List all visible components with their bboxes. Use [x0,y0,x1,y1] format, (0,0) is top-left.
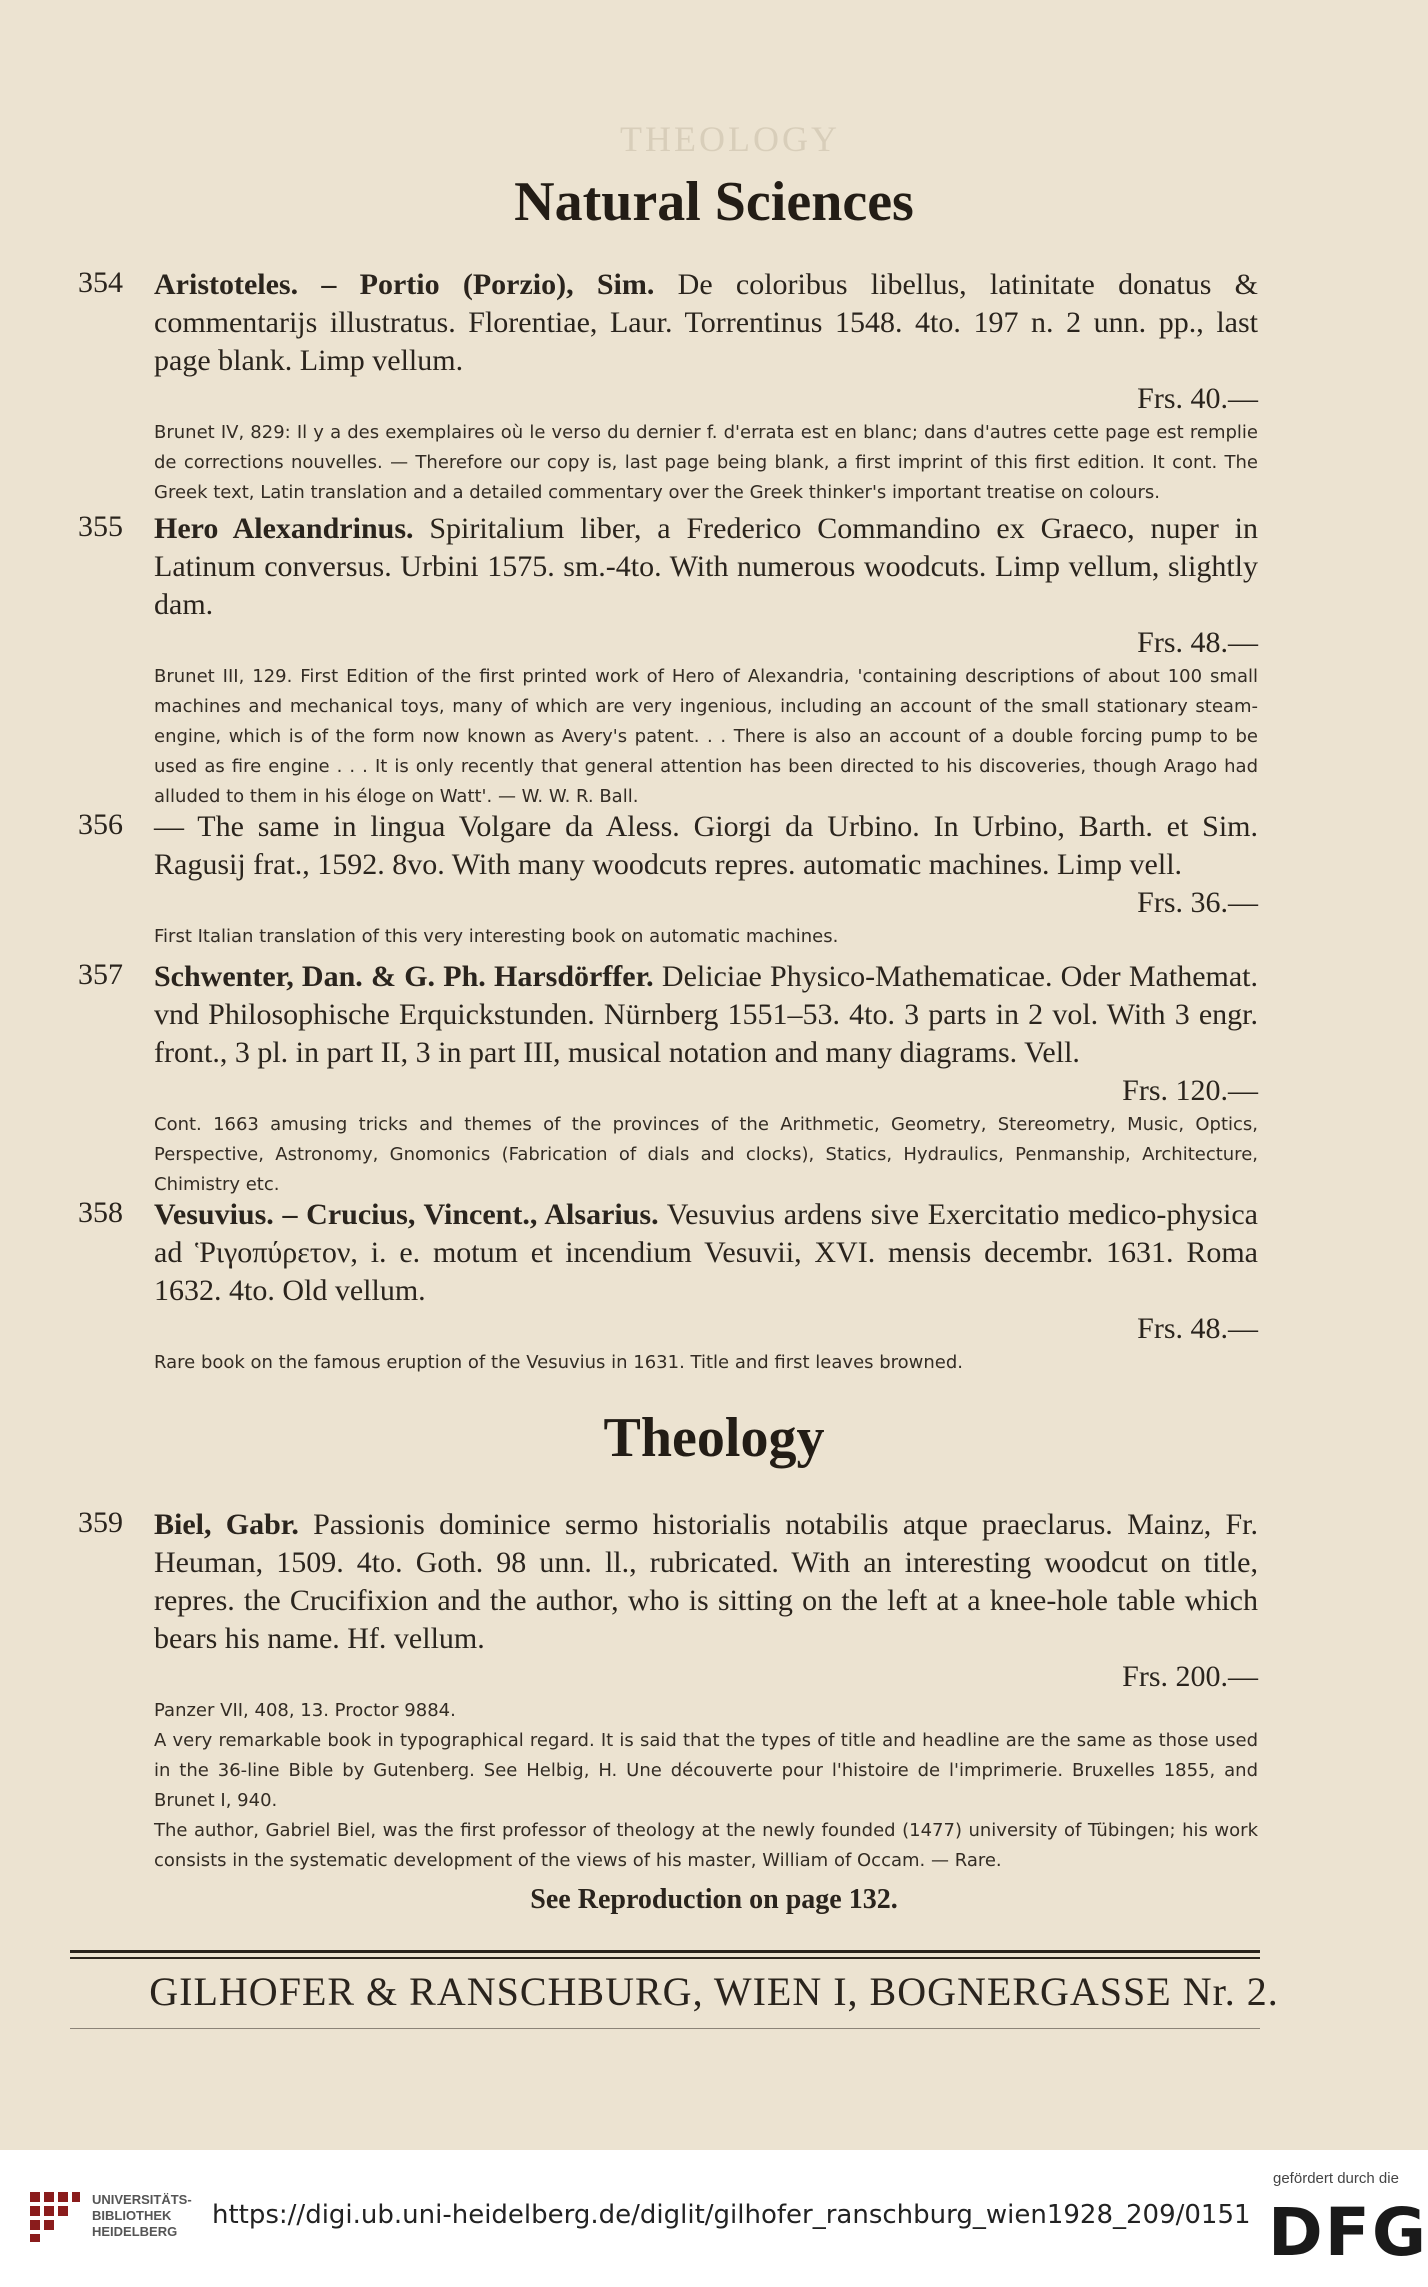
funding-caption: gefördert durch die [1273,2170,1399,2187]
entry-price: Frs. 48.— [1137,626,1258,659]
entry-number: 358 [78,1196,123,1229]
library-line-1: UNIVERSITÄTS- [92,2192,192,2207]
university-library-logo-icon [26,2188,84,2246]
entry-description [154,958,1258,1110]
footer-rule-top [70,1950,1260,1953]
entry-number: 355 [78,510,123,543]
entry-title-text: — The same in lingua Volgare da Aless. Giorgi da Urbino. In Urbino, Barth. et Sim. Ragusij frat., 1592. 8vo. With many woodcuts repres. automatic machines. Limp vell. [154,810,1258,881]
entry-number: 356 [78,808,123,841]
entry-description [154,510,1258,662]
entry-357 [78,958,1258,1200]
university-library-name [92,2192,192,2240]
entry-355 [78,510,1258,812]
document-url-link[interactable]: https://digi.ub.uni-heidelberg.de/diglit/gilhofer_ranschburg_wien1928_209/0151 [212,2200,1251,2230]
entry-note: First Italian translation of this very interesting book on automatic machines. [154,926,839,947]
entry-description [154,808,1258,922]
entry-note-1: Panzer VII, 408, 13. Proctor 9884. [154,1700,456,1721]
entry-number: 354 [78,266,123,299]
digital-library-bar [0,2150,1428,2287]
show-through-running-head: THEOLOGY [620,119,840,159]
entry-number: 359 [78,1506,123,1539]
entry-price: Frs. 200.— [1122,1660,1258,1693]
footer-rule-bottom [70,2028,1260,2029]
entry-description [154,1506,1258,1696]
entry-359 [78,1506,1258,1876]
entry-title-text: Spiritalium liber, a Frederico Commandino ex Graeco, nuper in Latinum conversus. Urbini 1575. sm.-4to. With numerous woodcuts. Limp vellum, slightly dam. [154,512,1258,621]
entry-author: Aristoteles. – Portio (Porzio), Sim. [154,268,655,301]
entry-note: Cont. 1663 amusing tricks and themes of the provinces of the Arithmetic, Geometry, Stereometry, Music, Optics, Perspective, Astronomy, Gnomonics (Fabrication of dials and clocks), Statics, Hydraulics, Penmanship, Architecture, Chimistry etc. [154,1114,1258,1195]
section-title-natural-sciences: Natural Sciences [514,171,914,233]
entry-price: Frs. 48.— [1137,1312,1258,1345]
entry-author: Schwenter, Dan. & G. Ph. Harsdörffer. [154,960,654,993]
library-line-3: HEIDELBERG [92,2224,178,2239]
entry-author: Biel, Gabr. [154,1508,299,1541]
entry-354 [78,266,1258,508]
entry-356 [78,808,1258,952]
library-line-2: BIBLIOTHEK [92,2208,172,2223]
entry-price: Frs. 36.— [1137,886,1258,919]
publisher-footer: GILHOFER & RANSCHBURG, WIEN I, BOGNERGASSE Nr. 2. [149,1969,1279,2014]
entry-author: Hero Alexandrinus. [154,512,414,545]
entry-note-3: The author, Gabriel Biel, was the first professor of theology at the newly founded (1477) university of Tübingen; his work consists in the systematic development of the views of his master, William of Occam. — Rare. [154,1820,1258,1871]
entry-title-text: Vesuvius ardens sive Exercitatio medico-physica ad Ῥιγοπύρετον, i. e. motum et incendium Vesuvii, XVI. mensis decembr. 1631. Roma 1632. 4to. Old vellum. [154,1198,1258,1307]
entry-note: Brunet IV, 829: Il y a des exemplaires où le verso du dernier f. d'errata est en blanc; dans d'autres cette page est remplie de corrections nouvelles. — Therefore our copy is, last page being blank, a first imprint of this first edition. It cont. The Greek text, Latin translation and a detailed commentary over the Greek thinker's important treatise on colours. [154,422,1258,503]
entry-title-text: Passionis dominice sermo historialis notabilis atque praeclarus. Mainz, Fr. Heuman, 1509. 4to. Goth. 98 unn. ll., rubricated. With an interesting woodcut on title, repres. the Crucifixion and the author, who is sitting on the left at a knee-hole table which bears his name. Hf. vellum. [154,1508,1259,1655]
entry-description [154,266,1258,418]
entry-title-text: De coloribus libellus, latinitate donatus & commentarijs illustratus. Florentiae, Laur. Torrentinus 1548. 4to. 197 n. 2 unn. pp., last page blank. Limp vellum. [154,268,1259,377]
entry-note: Brunet III, 129. First Edition of the first printed work of Hero of Alexandria, 'containing descriptions of about 100 small machines and mechanical toys, many of which are very ingenious, including an account of the small stationary steam-engine, which is of the form now known as Avery's patent. . . There is also an account of a double forcing pump to be used as fire engine . . . It is only recently that general attention has been directed to his discoveries, though Arago had alluded to them in his éloge on Watt'. — W. W. R. Ball. [154,666,1258,807]
entry-358 [78,1196,1258,1378]
dfg-logo: DFG [1268,2194,1428,2271]
entry-author: Vesuvius. – Crucius, Vincent., Alsarius. [154,1198,659,1231]
entry-price: Frs. 120.— [1122,1074,1258,1107]
see-reproduction-note: See Reproduction on page 132. [530,1884,898,1915]
entry-title-text: Deliciae Physico-Mathematicae. Oder Mathemat. vnd Philosophische Erquickstunden. Nürnberg 1551–53. 4to. 3 parts in 2 vol. With 3 engr. front., 3 pl. in part II, 3 in part III, musical notation and many diagrams. Vell. [154,960,1258,1069]
footer-rule-top-2 [70,1957,1260,1959]
entry-note-2: A very remarkable book in typographical regard. It is said that the types of title and headline are the same as those used in the 36-line Bible by Gutenberg. See Helbig, H. Une découverte pour l'histoire de l'imprimerie. Bruxelles 1855, and Brunet I, 940. [154,1730,1258,1811]
entry-note: Rare book on the famous eruption of the Vesuvius in 1631. Title and first leaves browned. [154,1352,964,1373]
entry-price: Frs. 40.— [1137,382,1258,415]
entry-description [154,1196,1258,1348]
section-title-theology: Theology [603,1407,825,1469]
entry-number: 357 [78,958,123,991]
